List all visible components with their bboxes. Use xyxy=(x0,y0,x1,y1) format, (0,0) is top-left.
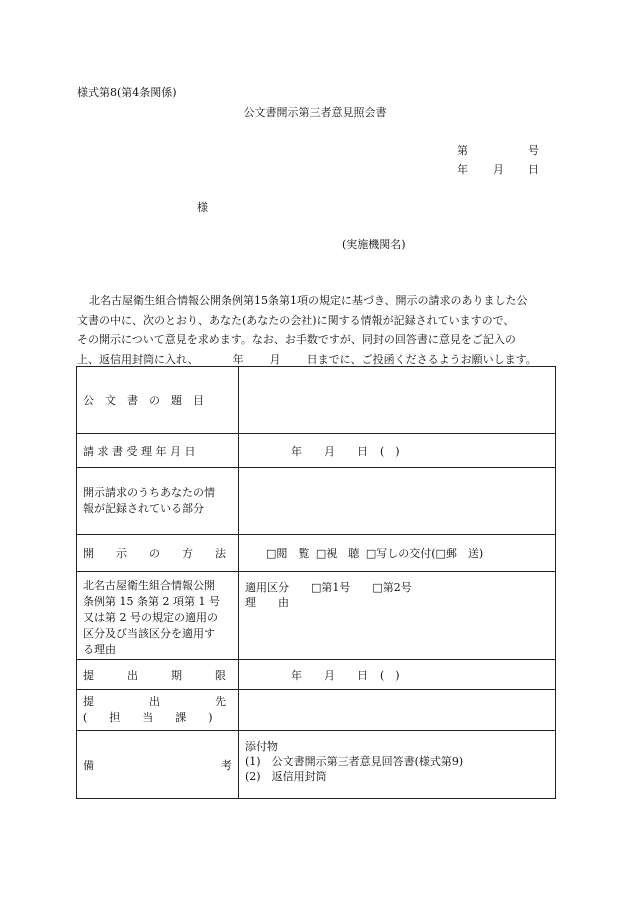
reason-field-label: 理 由 xyxy=(245,596,289,609)
reply-year: 年 xyxy=(232,352,244,366)
body-line-start: 上、返信用封筒に入れ、 xyxy=(77,352,199,366)
submit-to-label: 提 出 先 ( 担 当 課 ) xyxy=(77,690,239,731)
table-row xyxy=(77,731,556,799)
method-option-copy[interactable]: □写しの交付(□郵 送) xyxy=(365,547,484,560)
document-title-label: 公 文 書 の 題 目 xyxy=(77,367,239,434)
table-row xyxy=(77,434,556,468)
issue-date-day: 日 xyxy=(528,163,539,176)
addressee-honorific: 様 xyxy=(197,201,208,214)
received-year: 年 xyxy=(291,444,302,458)
table-row xyxy=(77,468,556,535)
deadline-field[interactable] xyxy=(239,660,556,690)
body-paragraph xyxy=(77,291,556,369)
deadline-month: 月 xyxy=(324,668,335,682)
table-row xyxy=(77,660,556,690)
sender-agency: (実施機関名) xyxy=(342,238,406,251)
issue-date-month: 月 xyxy=(493,163,504,176)
attachment-item: (2) 返信用封筒 xyxy=(245,770,327,783)
method-options xyxy=(239,535,556,572)
reference-number-prefix: 第 xyxy=(457,144,468,157)
table-row xyxy=(77,535,556,572)
form-number: 様式第8(第4条関係) xyxy=(77,86,177,99)
body-line: 文書の中に、次のとおり、あなた(あなたの会社)に関する情報が記録されていますので、 xyxy=(77,313,515,327)
received-day: 日 xyxy=(357,444,368,458)
method-option-view[interactable]: □閲 覧 xyxy=(266,547,310,560)
received-month: 月 xyxy=(324,444,335,458)
attachment-item: (1) 公文書開示第三者意見回答書(様式第9) xyxy=(245,755,464,768)
category-option-2[interactable]: □第2号 xyxy=(372,581,412,594)
document-title: 公文書開示第三者意見照会書 xyxy=(243,106,387,119)
deadline-weekday: ( ) xyxy=(380,668,400,682)
attachments-title: 添付物 xyxy=(245,740,278,753)
submit-to-field[interactable] xyxy=(239,690,556,731)
body-line: 北名古屋衛生組合情報公開条例第15条第1項の規定に基づき、開示の請求のありました公 xyxy=(89,294,528,307)
table-row xyxy=(77,572,556,660)
deadline-label: 提 出 期 限 xyxy=(77,660,239,690)
reply-month: 月 xyxy=(269,352,281,366)
method-label: 開 示 の 方 法 xyxy=(77,535,239,572)
body-line: その開示について意見を求めます。なお、お手数ですが、同封の回答書に意見をご記入の xyxy=(77,333,516,346)
reference-number-suffix: 号 xyxy=(528,144,539,157)
inquiry-table xyxy=(76,366,556,799)
received-date-label: 請 求 書 受 理 年 月 日 xyxy=(77,434,239,468)
remarks-label: 備 考 xyxy=(77,731,239,799)
recorded-part-field[interactable] xyxy=(239,468,556,535)
received-date-field[interactable] xyxy=(239,434,556,468)
received-weekday: ( ) xyxy=(380,444,400,458)
category-option-1[interactable]: □第1号 xyxy=(311,581,351,594)
method-option-listen[interactable]: □視 聴 xyxy=(315,547,360,560)
reason-field[interactable] xyxy=(239,572,556,660)
deadline-day: 日 xyxy=(357,668,368,682)
document-title-field[interactable] xyxy=(239,367,556,434)
body-line-end: 日までに、ご投函くださるようお願いします。 xyxy=(306,352,537,366)
recorded-part-label: 開示請求のうちあなたの情 報が記録されている部分 xyxy=(77,468,239,535)
table-row xyxy=(77,367,556,434)
table-row xyxy=(77,690,556,731)
remarks-field xyxy=(239,731,556,799)
category-label: 適用区分 xyxy=(245,581,289,594)
issue-date-year: 年 xyxy=(457,163,468,176)
deadline-year: 年 xyxy=(291,668,302,682)
reason-label: 北名古屋衛生組合情報公開 条例第 15 条第 2 項第 1 号 又は第 2 号の規定の適用の 区分及び当該区分を適用す る理由 xyxy=(77,572,239,660)
